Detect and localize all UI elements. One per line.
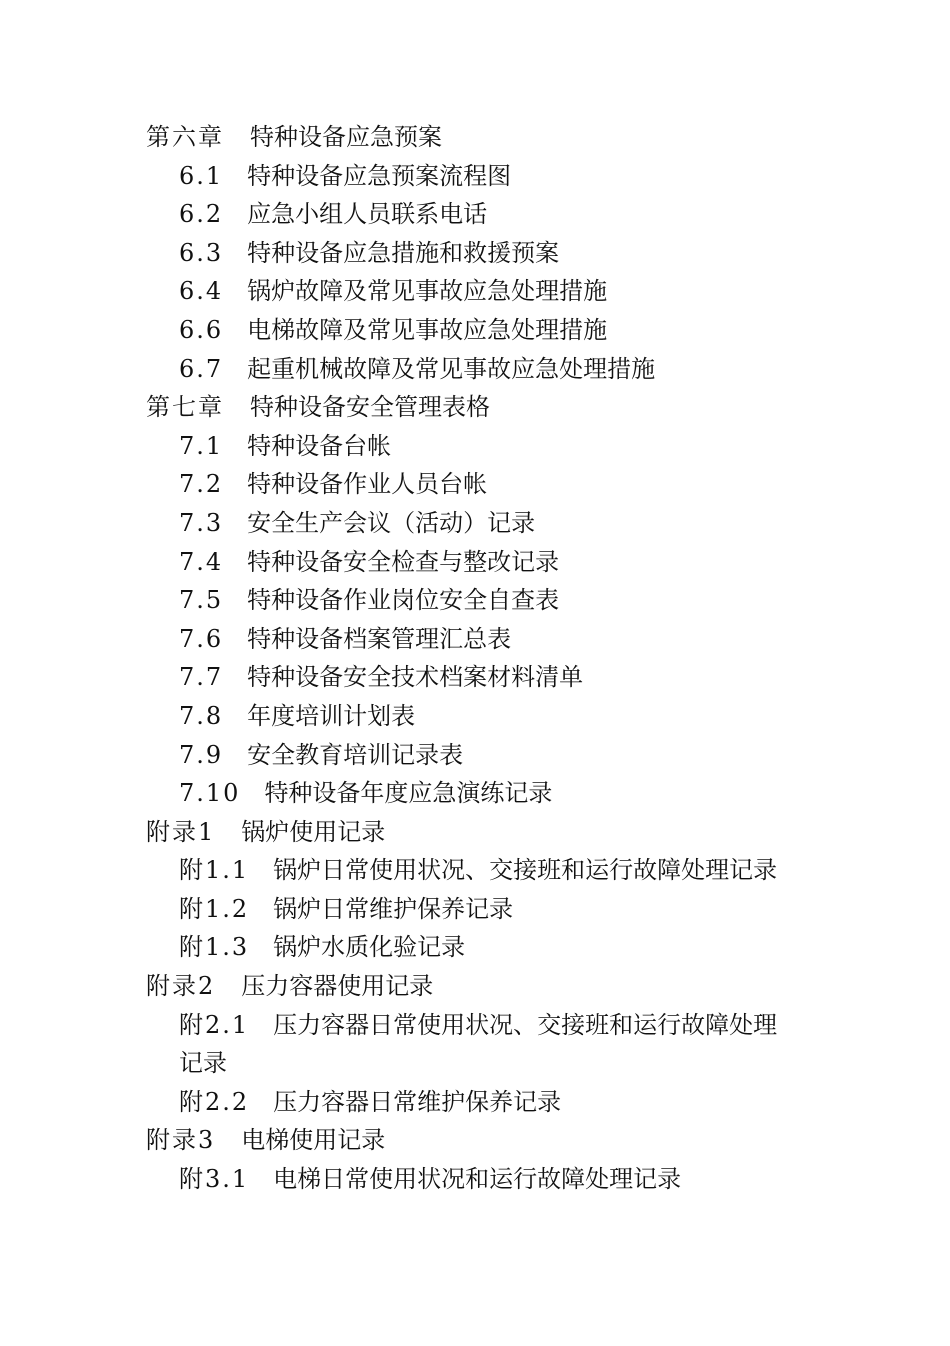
toc-entry-number: 7.4 — [179, 547, 224, 576]
toc-entry-title: 压力容器日常使用状况、交接班和运行故障处理 — [273, 1010, 778, 1039]
toc-entry — [0, 1083, 950, 1122]
toc-entry — [0, 851, 950, 890]
toc-entry-title: 特种设备应急措施和救援预案 — [247, 238, 560, 267]
toc-entry-number: 6.4 — [179, 277, 224, 306]
toc-entry-title: 特种设备应急预案流程图 — [247, 161, 512, 190]
toc-chapter-heading — [0, 1121, 950, 1160]
toc-entry-title: 记录 — [179, 1049, 227, 1078]
toc-entry-number: 附1.3 — [179, 933, 250, 962]
toc-entry — [0, 774, 950, 813]
toc-entry-number: 7.10 — [179, 779, 241, 808]
toc-entry-title: 特种设备应急预案 — [250, 123, 442, 151]
toc-entry — [0, 465, 950, 504]
toc-chapter-heading — [0, 813, 950, 852]
toc-entry-title: 锅炉故障及常见事故应急处理措施 — [247, 277, 608, 306]
toc-entry-title: 压力容器使用记录 — [241, 972, 434, 1001]
toc-entry-number: 7.6 — [179, 624, 224, 653]
toc-chapter-heading — [0, 967, 950, 1006]
toc-entry-title: 起重机械故障及常见事故应急处理措施 — [247, 354, 656, 383]
table-of-contents — [0, 118, 950, 1199]
toc-chapter-heading — [0, 118, 950, 157]
toc-entry-title: 安全生产会议（活动）记录 — [247, 508, 536, 537]
toc-entry — [0, 195, 950, 234]
toc-entry — [0, 1006, 950, 1045]
toc-entry-number: 7.9 — [179, 740, 224, 769]
toc-entry — [0, 697, 950, 736]
toc-entry-title: 特种设备年度应急演练记录 — [264, 779, 553, 808]
toc-entry — [0, 928, 950, 967]
toc-entry-number: 7.2 — [179, 470, 224, 499]
toc-entry — [0, 581, 950, 620]
toc-entry-title: 特种设备安全技术档案材料清单 — [247, 663, 584, 692]
toc-entry-number: 第六章 — [146, 123, 224, 151]
toc-entry-number: 7.8 — [179, 701, 224, 730]
toc-entry-title: 压力容器日常维护保养记录 — [273, 1087, 562, 1116]
toc-entry-number: 7.5 — [179, 586, 224, 615]
toc-entry — [0, 350, 950, 389]
toc-entry-title: 应急小组人员联系电话 — [247, 200, 488, 229]
toc-entry — [0, 658, 950, 697]
toc-entry-title: 安全教育培训记录表 — [247, 740, 464, 769]
toc-entry-title: 特种设备作业人员台帐 — [247, 470, 488, 499]
toc-entry-title: 电梯使用记录 — [241, 1126, 386, 1155]
toc-entry-number: 附录1 — [146, 817, 216, 846]
toc-entry — [0, 736, 950, 775]
toc-entry-title: 锅炉水质化验记录 — [273, 933, 466, 962]
toc-entry-title: 锅炉使用记录 — [241, 817, 386, 846]
toc-entry-title: 年度培训计划表 — [247, 701, 416, 730]
toc-entry-title: 特种设备安全检查与整改记录 — [247, 547, 560, 576]
toc-entry — [0, 272, 950, 311]
toc-entry — [0, 234, 950, 273]
toc-entry-title: 电梯日常使用状况和运行故障处理记录 — [273, 1165, 682, 1194]
toc-entry-continuation — [0, 1044, 950, 1083]
toc-entry — [0, 311, 950, 350]
toc-entry-title: 锅炉日常使用状况、交接班和运行故障处理记录 — [273, 856, 778, 885]
toc-entry-title: 电梯故障及常见事故应急处理措施 — [247, 315, 608, 344]
toc-entry-number: 6.3 — [179, 238, 224, 267]
toc-entry-number: 附2.2 — [179, 1087, 250, 1116]
toc-entry-title: 锅炉日常维护保养记录 — [273, 894, 514, 923]
toc-entry — [0, 890, 950, 929]
toc-entry-number: 附1.2 — [179, 894, 250, 923]
toc-entry — [0, 504, 950, 543]
toc-entry-number: 附录2 — [146, 972, 216, 1001]
toc-entry — [0, 1160, 950, 1199]
toc-entry — [0, 427, 950, 466]
toc-entry-title: 特种设备台帐 — [247, 431, 392, 460]
toc-entry-title: 特种设备档案管理汇总表 — [247, 624, 512, 653]
toc-entry — [0, 543, 950, 582]
toc-entry-title: 特种设备安全管理表格 — [250, 393, 490, 422]
toc-entry-number: 附1.1 — [179, 856, 250, 885]
toc-chapter-heading — [0, 388, 950, 427]
toc-entry-number: 6.1 — [179, 161, 224, 190]
toc-entry-number: 附2.1 — [179, 1010, 250, 1039]
toc-entry-number: 第七章 — [146, 393, 224, 422]
toc-entry-number: 附3.1 — [179, 1165, 250, 1194]
toc-entry — [0, 620, 950, 659]
toc-entry — [0, 157, 950, 196]
toc-entry-number: 6.2 — [179, 200, 224, 229]
toc-entry-number: 6.6 — [179, 315, 224, 344]
toc-entry-number: 7.3 — [179, 508, 224, 537]
toc-entry-number: 附录3 — [146, 1126, 216, 1155]
toc-entry-title: 特种设备作业岗位安全自查表 — [247, 586, 560, 615]
toc-entry-number: 7.1 — [179, 431, 224, 460]
toc-entry-number: 7.7 — [179, 663, 224, 692]
toc-entry-number: 6.7 — [179, 354, 224, 383]
